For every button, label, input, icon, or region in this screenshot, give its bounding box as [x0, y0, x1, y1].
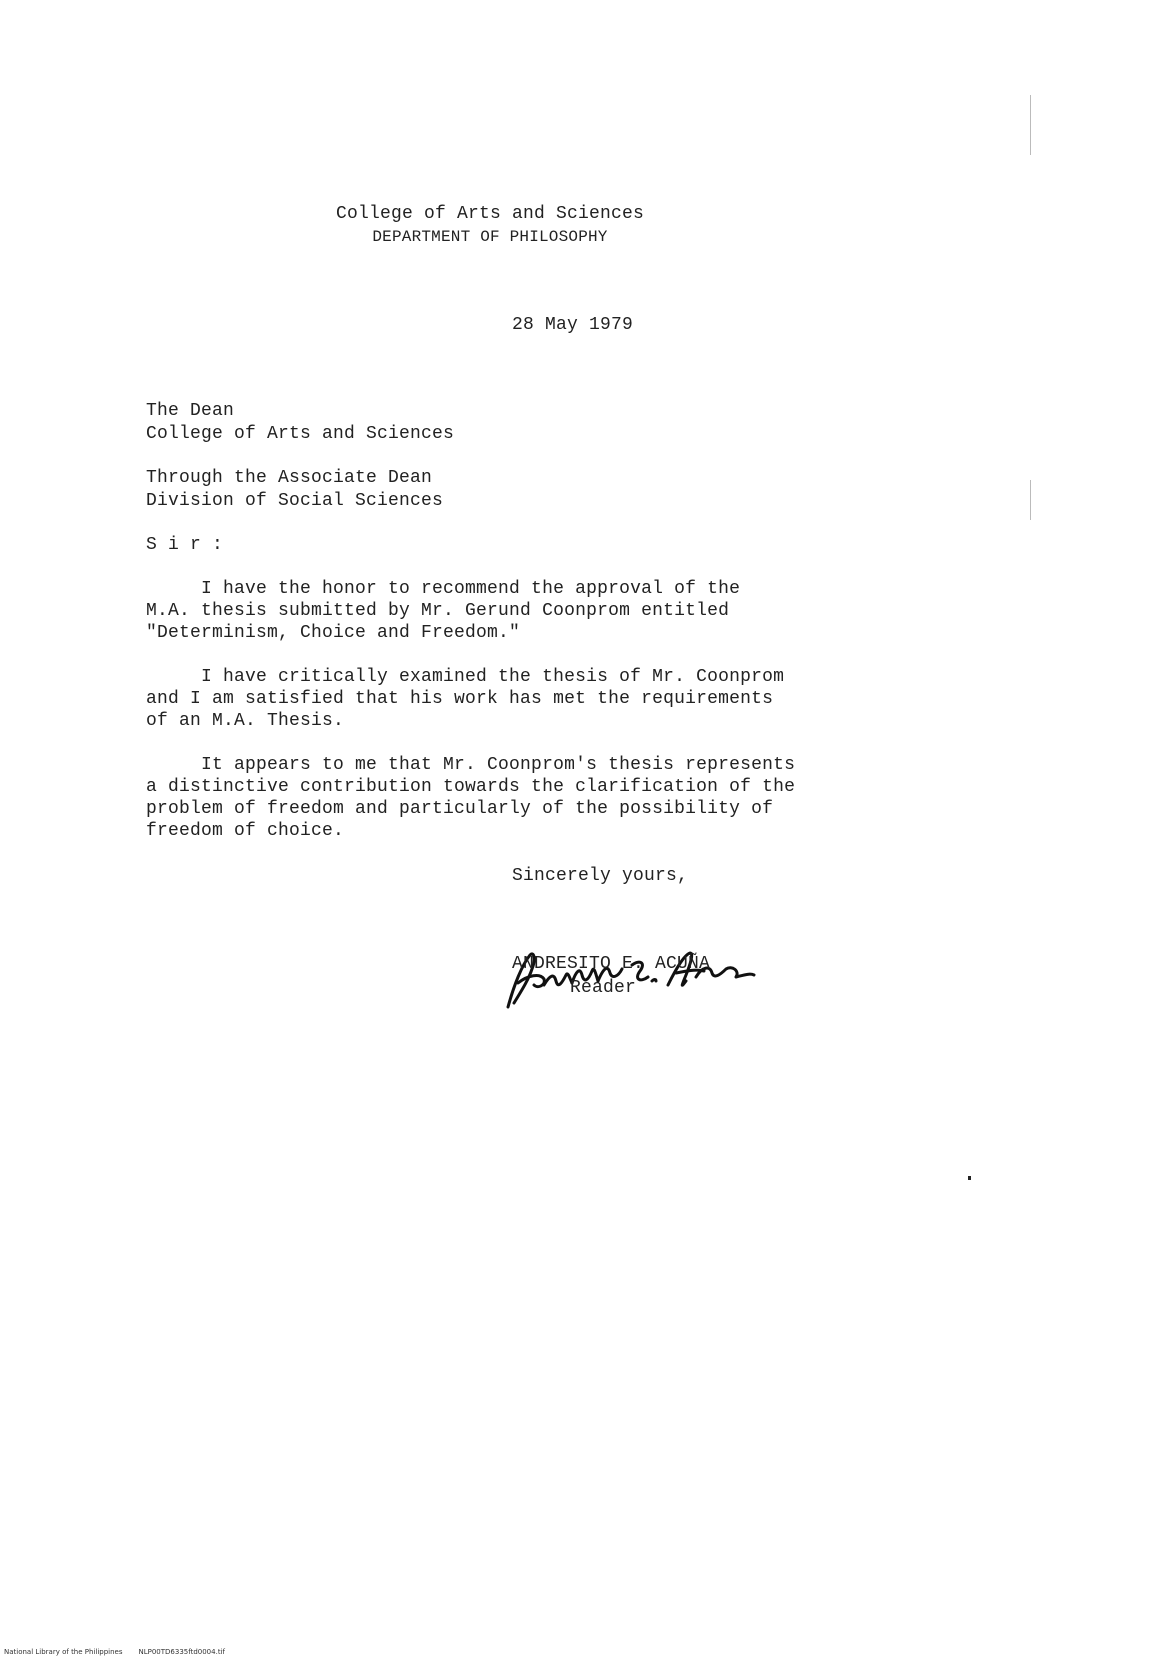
footer-library: National Library of the Philippines: [4, 1648, 123, 1656]
paragraph-1-line-1: I have the honor to recommend the approval of the: [146, 579, 741, 599]
letterhead-college: College of Arts and Sciences: [335, 204, 645, 224]
paragraph-2-line-2: and I am satisfied that his work has met the requirements: [146, 689, 774, 709]
letterhead-department: DEPARTMENT OF PHILOSOPHY: [372, 228, 608, 246]
recipient-line-3: Through the Associate Dean: [146, 468, 433, 488]
closing: Sincerely yours,: [512, 866, 689, 886]
paragraph-1-line-2: M.A. thesis submitted by Mr. Gerund Coonprom entitled: [146, 601, 730, 621]
paragraph-3-line-1: It appears to me that Mr. Coonprom's thesis represents: [146, 755, 796, 775]
paragraph-1-line-3: "Determinism, Choice and Freedom.": [146, 623, 521, 643]
letter-date: 28 May 1979: [512, 315, 634, 335]
footer-file: NLP00TD6335ftd0004.tif: [138, 1648, 225, 1656]
paragraph-2-line-3: of an M.A. Thesis.: [146, 711, 345, 731]
scan-speck: [968, 1176, 971, 1180]
scan-speck: [1030, 95, 1031, 155]
paragraph-3-line-4: freedom of choice.: [146, 821, 345, 841]
paragraph-3-line-2: a distinctive contribution towards the clarification of the: [146, 777, 796, 797]
salutation: S i r :: [146, 535, 224, 555]
scan-speck: [1030, 480, 1031, 520]
paragraph-2-line-1: I have critically examined the thesis of Mr. Coonprom: [146, 667, 785, 687]
signer-name: ANDRESITO E. ACUÑA: [512, 954, 711, 974]
paragraph-3-line-3: problem of freedom and particularly of the possibility of: [146, 799, 774, 819]
recipient-line-1: The Dean: [146, 401, 235, 421]
recipient-line-4: Division of Social Sciences: [146, 491, 444, 511]
signer-title: Reader: [570, 978, 637, 998]
recipient-line-2: College of Arts and Sciences: [146, 424, 455, 444]
scan-footer: [4, 1648, 241, 1656]
